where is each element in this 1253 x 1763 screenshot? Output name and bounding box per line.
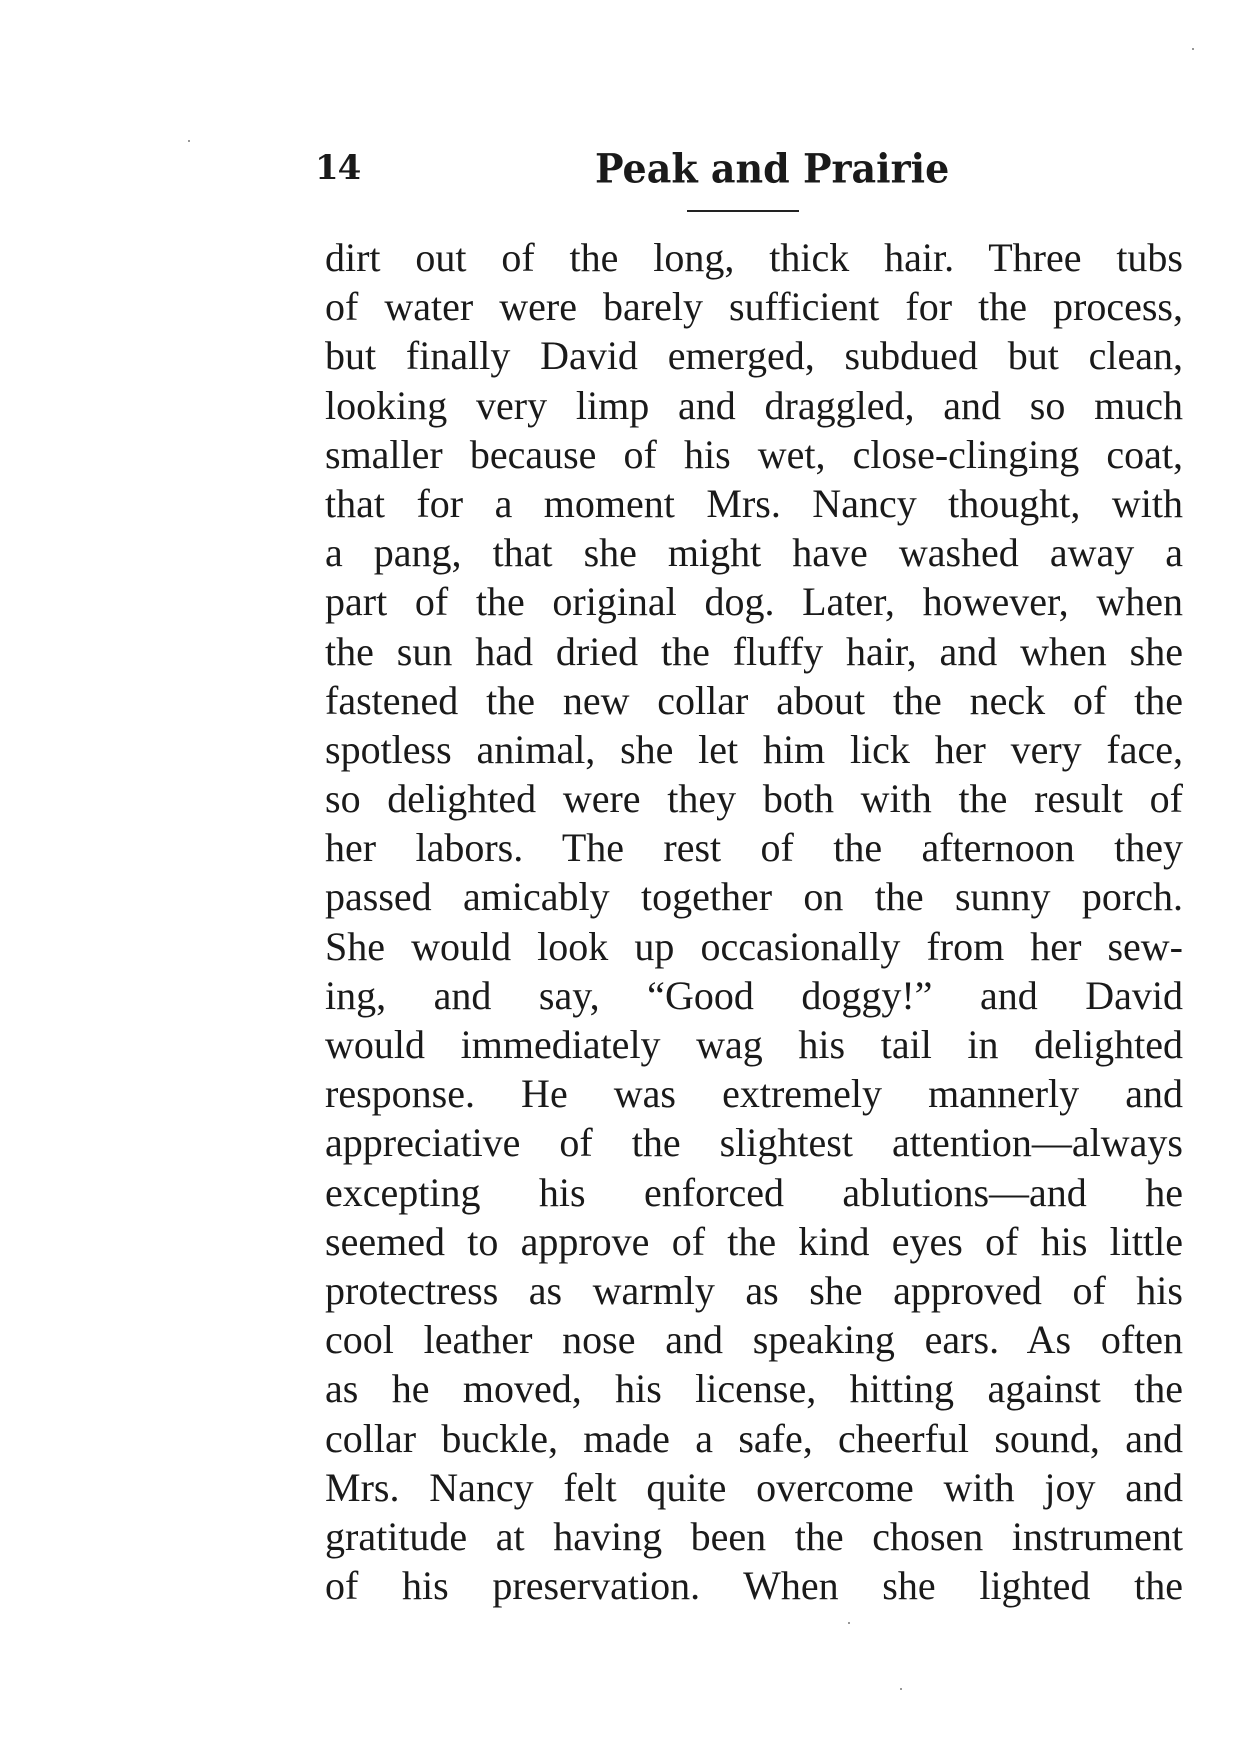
text-line: seemed to approve of the kind eyes of his little [325, 1218, 1183, 1264]
text-line: gratitude at having been the chosen instrument [325, 1513, 1183, 1559]
text-line: would immediately wag his tail in delighted [325, 1022, 1183, 1067]
text-line: so delighted were they both with the result of [325, 776, 1183, 822]
text-line: the sun had dried the fluffy hair, and when she [325, 628, 1183, 674]
page-number: 14 [315, 148, 361, 188]
scan-speck [900, 1688, 902, 1690]
text-line: excepting his enforced ablutions—and he [325, 1169, 1183, 1215]
header-rule [687, 210, 799, 212]
text-line: ing, and say, “Good doggy!” and David [325, 972, 1183, 1018]
text-line: passed amicably together on the sunny porch. [325, 874, 1183, 920]
text-line: collar buckle, made a safe, cheerful sound, and [325, 1415, 1183, 1461]
text-line: She would look up occasionally from her sew- [325, 923, 1183, 969]
text-line: smaller because of his wet, close-clinging coat, [325, 431, 1183, 477]
text-line: dirt out of the long, thick hair. Three tubs [325, 235, 1183, 280]
text-line: protectress as warmly as she approved of his [325, 1267, 1183, 1313]
text-line: response. He was extremely mannerly and [325, 1071, 1183, 1117]
scan-speck [188, 140, 190, 142]
text-line: appreciative of the slightest attention—always [325, 1120, 1183, 1166]
text-line: of his preservation. When she lighted the [325, 1563, 1183, 1609]
scan-speck [848, 1622, 850, 1624]
text-line: spotless animal, she let him lick her very face, [325, 726, 1183, 772]
text-line: of water were barely sufficient for the process, [325, 284, 1183, 330]
text-line: fastened the new collar about the neck of the [325, 677, 1183, 723]
text-line: cool leather nose and speaking ears. As often [325, 1317, 1183, 1363]
text-line: part of the original dog. Later, however, when [325, 579, 1183, 625]
text-line: Mrs. Nancy felt quite overcome with joy and [325, 1464, 1183, 1510]
body-text [325, 233, 1183, 1610]
text-line: that for a moment Mrs. Nancy thought, with [325, 480, 1183, 526]
text-line: her labors. The rest of the afternoon they [325, 825, 1183, 871]
text-line: looking very limp and draggled, and so much [325, 382, 1183, 428]
text-line: but finally David emerged, subdued but clean, [325, 333, 1183, 379]
scan-speck [1192, 48, 1194, 50]
text-line: as he moved, his license, hitting against the [325, 1366, 1183, 1412]
running-title: Peak and Prairie [595, 144, 950, 193]
text-line: a pang, that she might have washed away a [325, 530, 1183, 576]
